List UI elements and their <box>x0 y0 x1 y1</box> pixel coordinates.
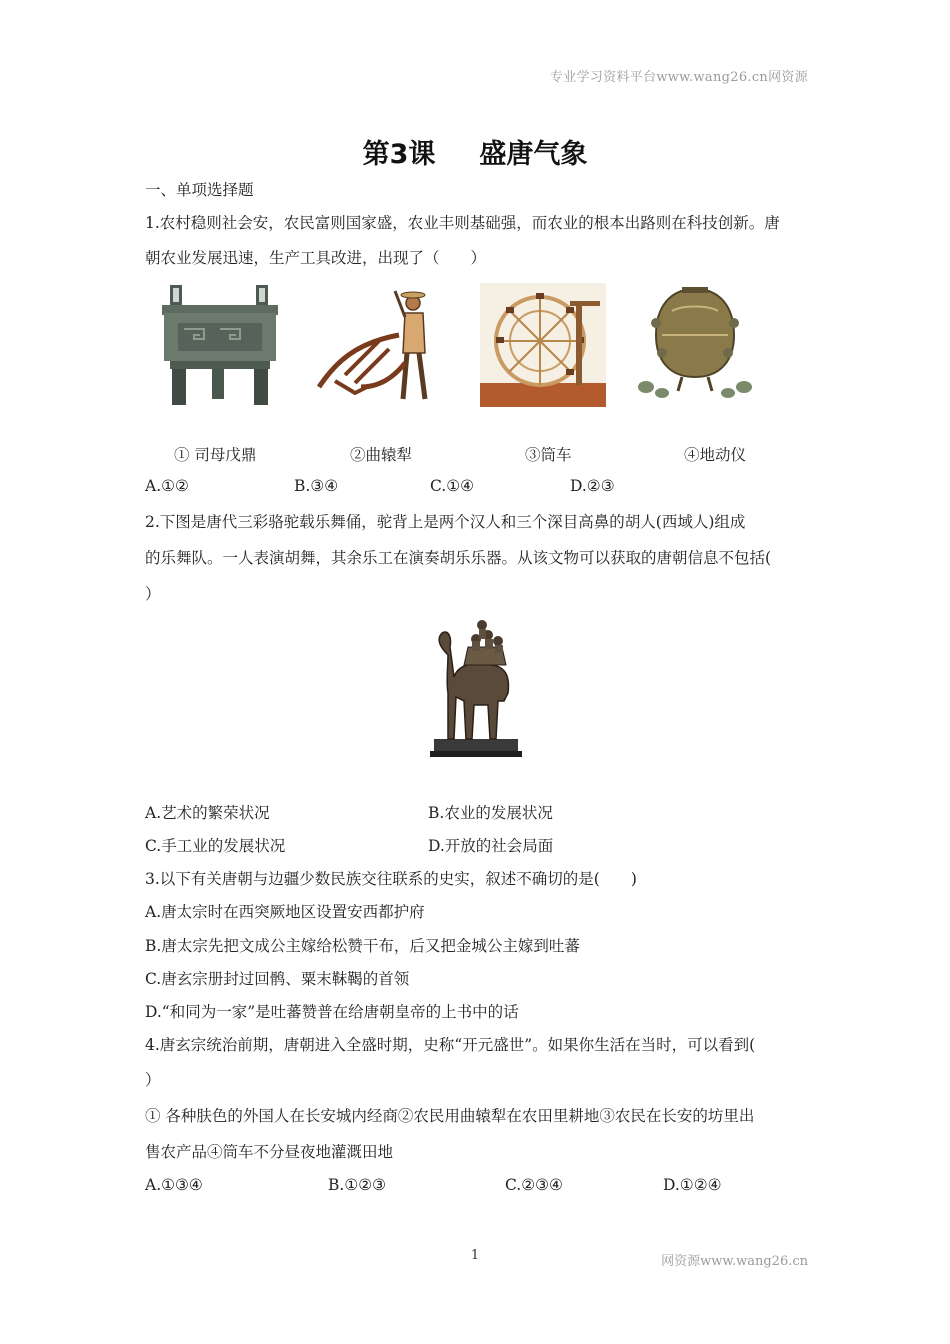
q3-option-d[interactable]: D.“和同为一家”是吐蕃赞普在给唐朝皇帝的上书中的话 <box>145 1003 519 1021</box>
lesson-number: 第3课 <box>362 139 436 170</box>
header-watermark: 专业学习资料平台www.wang26.cn网资源 <box>549 70 808 85</box>
q4-stem-line3: ① 各种肤色的外国人在长安城内经商②农民用曲辕犁在农田里耕地③农民在长安的坊里出 <box>145 1107 755 1125</box>
curved-plough-image <box>315 283 441 407</box>
q2-option-b[interactable]: B.农业的发展状况 <box>428 804 553 822</box>
q2-stem-line3: ） <box>145 585 161 603</box>
ding-vessel-image <box>160 283 282 407</box>
page-title <box>0 132 950 171</box>
q4-stem-line4: 售农产品④筒车不分昼夜地灌溉田地 <box>145 1143 394 1161</box>
q4-option-d[interactable]: D.①②④ <box>663 1176 722 1194</box>
water-wheel-image <box>480 283 606 407</box>
q1-stem-line2: 朝农业发展迅速，生产工具改进，出现了（ ） <box>145 249 487 267</box>
q4-stem-line1: 4.唐玄宗统治前期，唐朝进入全盛时期，史称“开元盛世”。如果你生活在当时，可以看到( <box>145 1036 756 1054</box>
q3-option-a[interactable]: A.唐太宗时在西突厥地区设置安西都护府 <box>145 903 425 921</box>
caption-seismoscope: ④地动仪 <box>684 446 747 464</box>
lesson-topic: 盛唐气象 <box>479 139 588 170</box>
q4-option-c[interactable]: C.②③④ <box>505 1176 563 1194</box>
q2-option-a[interactable]: A.艺术的繁荣状况 <box>145 804 270 822</box>
caption-water-wheel: ③筒车 <box>525 446 572 464</box>
section-heading: 一、单项选择题 <box>145 181 254 199</box>
caption-ding: ① 司母戊鼎 <box>174 446 257 464</box>
caption-plough: ②曲辕犁 <box>350 446 413 464</box>
q1-option-d[interactable]: D.②③ <box>570 477 615 495</box>
q1-stem-line1: 1.农村稳则社会安，农民富则国家盛，农业丰则基础强，而农业的根本出路则在科技创新。唐 <box>145 214 780 232</box>
seismoscope-image <box>632 283 758 407</box>
q4-option-a[interactable]: A.①③④ <box>145 1176 203 1194</box>
q2-stem-line2: 的乐舞队。一人表演胡舞，其余乐工在演奏胡乐乐器。从该文物可以获取的唐朝信息不包括( <box>145 549 772 567</box>
q4-option-b[interactable]: B.①②③ <box>328 1176 387 1194</box>
q2-option-d[interactable]: D.开放的社会局面 <box>428 837 554 855</box>
q3-option-b[interactable]: B.唐太宗先把文成公主嫁给松赞干布，后又把金城公主嫁到吐蕃 <box>145 937 580 955</box>
q2-stem-line1: 2.下图是唐代三彩骆驼载乐舞俑，驼背上是两个汉人和三个深目高鼻的胡人(西域人)组成 <box>145 513 746 531</box>
q3-option-c[interactable]: C.唐玄宗册封过回鹘、粟末靺鞨的首领 <box>145 970 410 988</box>
q4-stem-line2: ） <box>145 1071 161 1089</box>
q2-option-c[interactable]: C.手工业的发展状况 <box>145 837 286 855</box>
q1-option-b[interactable]: B.③④ <box>294 477 339 495</box>
page-number: 1 <box>470 1248 480 1263</box>
q3-stem: 3.以下有关唐朝与边疆少数民族交往联系的史实，叙述不确切的是( ) <box>145 870 637 888</box>
q1-option-a[interactable]: A.①② <box>145 477 189 495</box>
q1-option-c[interactable]: C.①④ <box>430 477 475 495</box>
footer-watermark: 网资源www.wang26.cn <box>661 1254 808 1269</box>
camel-figurine-image <box>428 617 522 759</box>
